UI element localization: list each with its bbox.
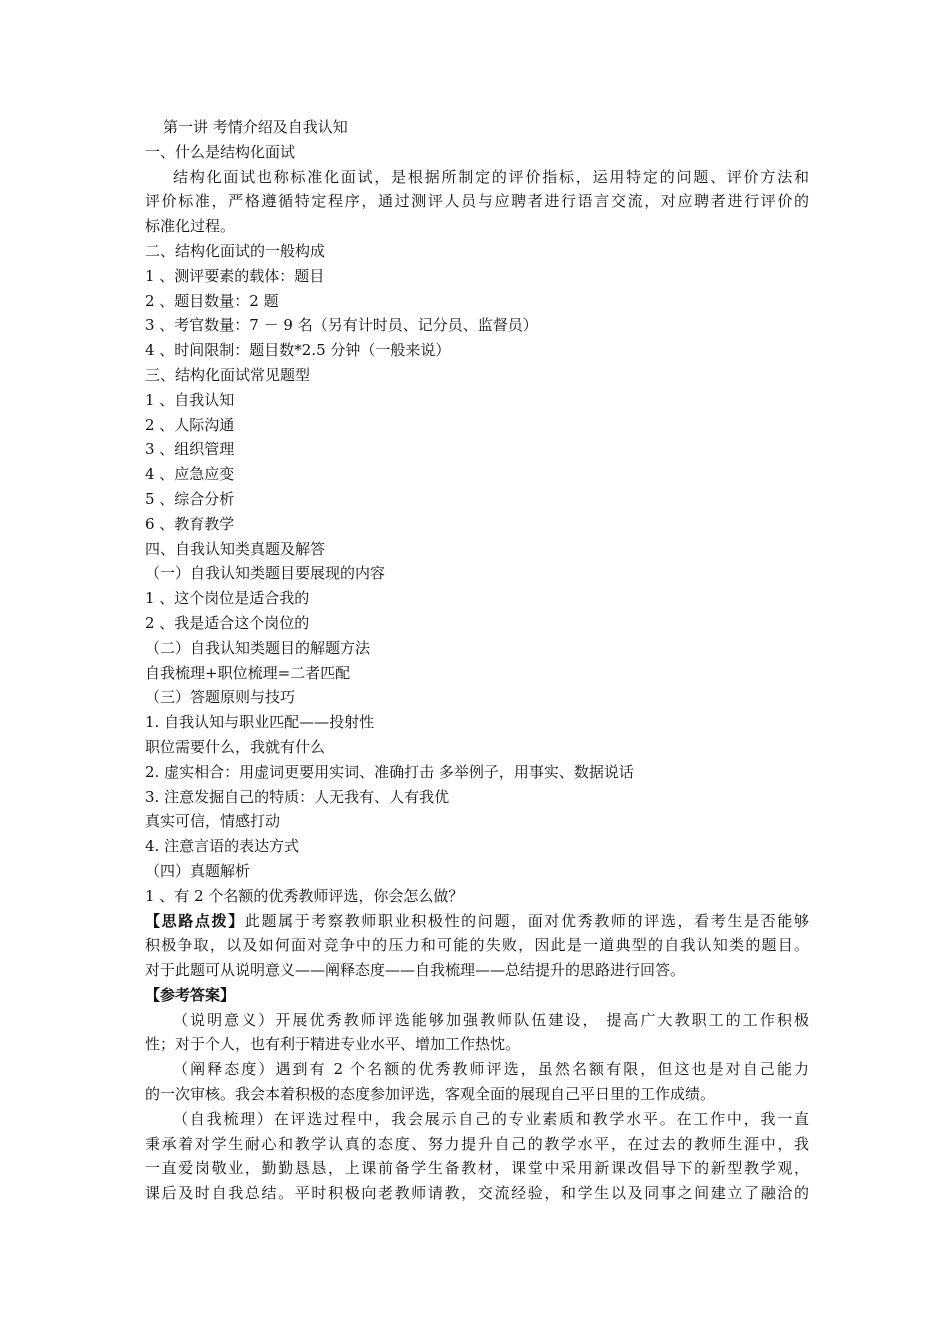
- tip-line: 4. 注意言语的表达方式: [145, 837, 300, 856]
- list-item: 2 、题目数量：2 题: [145, 291, 279, 310]
- list-item: 6 、教育教学: [145, 514, 235, 533]
- paragraph-line: 结构化面试也称标准化面试，是根据所制定的评价指标，运用特定的问题、评价方法和: [173, 167, 809, 186]
- page-title: 第一讲 考情介绍及自我认知: [163, 118, 348, 136]
- tip-line: 职位需要什么，我就有什么: [145, 737, 326, 756]
- list-item: 4 、时间限制：题目数*2.5 分钟（一般来说）: [145, 341, 451, 360]
- subsection-heading: （四）真题解析: [145, 861, 251, 880]
- hint-line: [145, 909, 809, 934]
- hint-line: 对于此题可从说明意义——阐释态度——自我梳理——总结提升的思路进行回答。: [145, 961, 686, 980]
- subsection-heading: （二）自我认知类题目的解题方法: [145, 638, 371, 657]
- hint-line: 积极争取，以及如何面对竞争中的压力和可能的失败，因此是一道典型的自我认知类的题目。: [145, 936, 809, 955]
- answer-line: 的一次审核。我会本着积极的态度参加评选，客观全面的展现自己平日里的工作成绩。: [145, 1085, 716, 1104]
- answer-line: 性；对于个人，也有利于精进专业水平、增加工作热忱。: [145, 1035, 521, 1054]
- list-item: 2 、我是适合这个岗位的: [145, 613, 310, 632]
- hint-text: 此题属于考察教师职业积极性的问题，面对优秀教师的评选，看考生是否能够: [244, 911, 809, 930]
- paragraph-line: 标准化过程。: [145, 217, 236, 236]
- tip-line: 3. 注意发掘自己的特质：人无我有、人有我优: [145, 787, 450, 806]
- formula-text: 自我梳理+职位梳理=二者匹配: [145, 663, 351, 682]
- section-heading: 四、自我认知类真题及解答: [145, 539, 326, 558]
- list-item: 4 、应急应变: [145, 465, 235, 484]
- section-heading: 一、什么是结构化面试: [145, 142, 296, 161]
- list-item: 3 、考官数量：7 － 9 名（另有计时员、记分员、监督员）: [145, 316, 538, 335]
- list-item: 5 、综合分析: [145, 489, 235, 508]
- list-item: 2 、人际沟通: [145, 415, 235, 434]
- answer-line: 秉承着对学生耐心和教学认真的态度、努力提升自己的教学水平，在过去的教师生涯中，我: [145, 1134, 809, 1153]
- answer-line: （说明意义）开展优秀教师评选能够加强教师队伍建设， 提高广大教职工的工作积极: [173, 1010, 809, 1029]
- section-heading: 三、结构化面试常见题型: [145, 365, 311, 384]
- answer-label: 【参考答案】: [145, 985, 236, 1004]
- question-text: 1 、有 2 个名额的优秀教师评选，你会怎么做？: [145, 886, 464, 905]
- subsection-heading: （一）自我认知类题目要展现的内容: [145, 564, 386, 583]
- paragraph-line: 评价标准，严格遵循特定程序，通过测评人员与应聘者进行语言交流，对应聘者进行评价的: [145, 192, 809, 211]
- subsection-heading: （三）答题原则与技巧: [145, 688, 296, 707]
- document-page: [145, 115, 809, 1206]
- answer-line: （自我梳理）在评选过程中，我会展示自己的专业素质和教学水平。在工作中，我一直: [173, 1109, 809, 1128]
- section-heading: 二、结构化面试的一般构成: [145, 241, 326, 260]
- list-item: 1 、自我认知: [145, 390, 235, 409]
- answer-line: 课后及时自我总结。平时积极向老教师请教，交流经验，和学生以及同事之间建立了融洽的: [145, 1184, 809, 1203]
- tip-line: 2. 虚实相合：用虚词更要用实词、准确打击 多举例子，用事实、数据说话: [145, 762, 634, 781]
- answer-line: （阐释态度）遇到有 2 个名额的优秀教师评选，虽然名额有限，但这也是对自己能力: [173, 1060, 809, 1079]
- hint-label: 【思路点拨】: [145, 911, 245, 930]
- tip-line: 1. 自我认知与职业匹配——投射性: [145, 713, 375, 732]
- list-item: 1 、测评要素的载体：题目: [145, 266, 325, 285]
- list-item: 1 、这个岗位是适合我的: [145, 589, 310, 608]
- tip-line: 真实可信，情感打动: [145, 812, 281, 831]
- list-item: 3 、组织管理: [145, 440, 235, 459]
- answer-line: 一直爱岗敬业，勤勤恳恳，上课前备学生备教材，课堂中采用新课改倡导下的新型教学观，: [145, 1159, 809, 1178]
